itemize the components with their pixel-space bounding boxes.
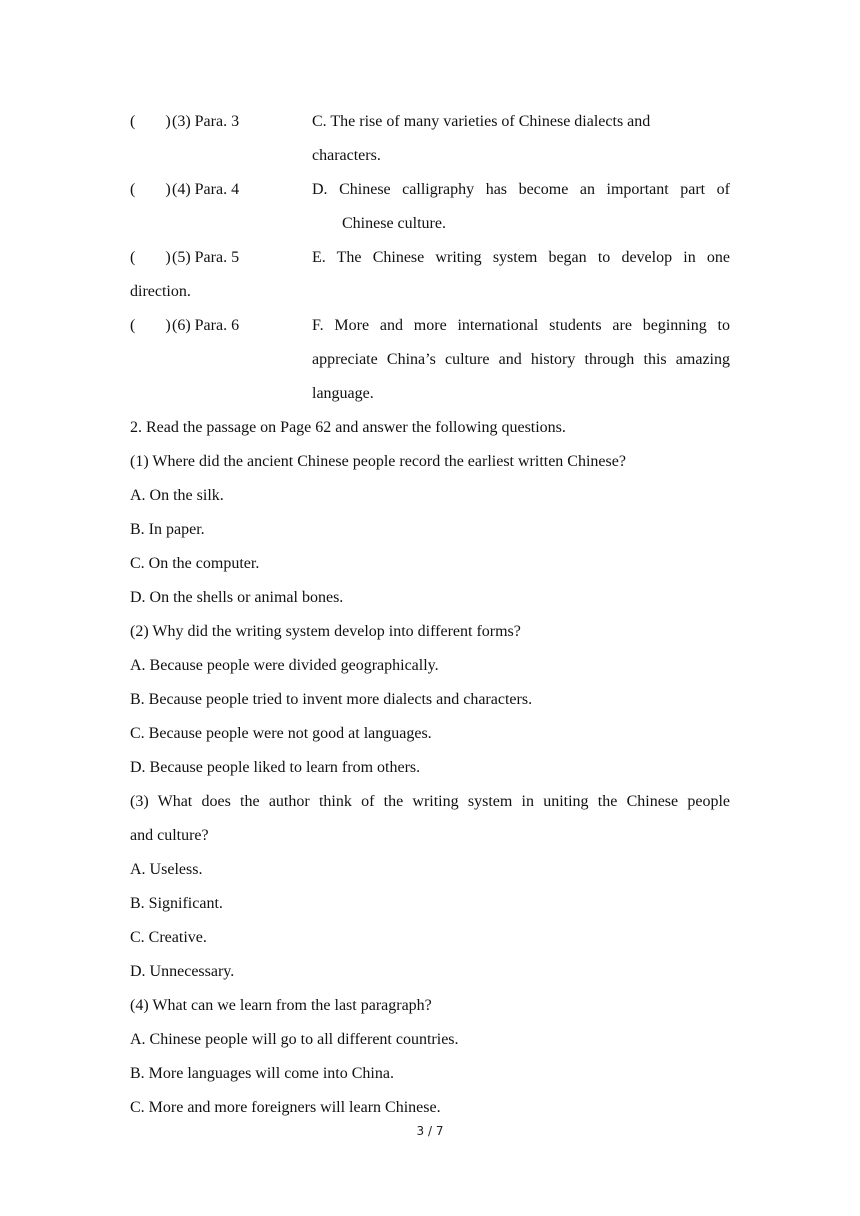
answer-blank: ( )	[130, 113, 171, 130]
option-line: C. The rise of many varieties of Chinese dialects and	[312, 113, 651, 130]
answer-option: A. Chinese people will go to all different countries.	[130, 1031, 459, 1048]
para-label: (4) Para. 4	[172, 181, 240, 198]
matching-left	[130, 173, 312, 207]
option-line-continued: direction.	[130, 283, 191, 300]
matching-item	[130, 105, 730, 173]
answer-option: A. On the silk.	[130, 487, 224, 504]
option-line: characters.	[312, 147, 381, 164]
question-stem: (4) What can we learn from the last paragraph?	[130, 997, 432, 1014]
para-label: (5) Para. 5	[172, 249, 240, 266]
answer-option: A. Because people were divided geographically.	[130, 657, 439, 674]
page-number: 3 / 7	[416, 1124, 444, 1138]
section-heading: 2. Read the passage on Page 62 and answer the following questions.	[130, 419, 566, 436]
matching-item	[130, 241, 730, 275]
answer-option: B. In paper.	[130, 521, 205, 538]
matching-item	[130, 173, 730, 241]
answer-option: B. More languages will come into China.	[130, 1065, 394, 1082]
matching-option	[312, 105, 730, 173]
para-label: (3) Para. 3	[172, 113, 240, 130]
answer-option: D. Because people liked to learn from others.	[130, 759, 421, 776]
answer-blank: ( )	[130, 317, 171, 334]
question-stem-continued: and culture?	[130, 827, 209, 844]
answer-option: C. Creative.	[130, 929, 207, 946]
matching-left	[130, 105, 312, 139]
answer-blank: ( )	[130, 249, 171, 266]
answer-option: D. Unnecessary.	[130, 963, 235, 980]
question-stem: (2) Why did the writing system develop into different forms?	[130, 623, 521, 640]
option-line: F. More and more international students are beginning to	[312, 317, 730, 334]
matching-option	[312, 309, 730, 411]
option-line: Chinese culture.	[342, 215, 446, 232]
answer-option: C. On the computer.	[130, 555, 260, 572]
answer-blank: ( )	[130, 181, 171, 198]
page-content	[130, 105, 730, 1125]
answer-option: D. On the shells or animal bones.	[130, 589, 344, 606]
answer-option: A. Useless.	[130, 861, 203, 878]
question-stem: (1) Where did the ancient Chinese people record the earliest written Chinese?	[130, 453, 626, 470]
para-label: (6) Para. 6	[172, 317, 240, 334]
option-line: appreciate China’s culture and history through this amazing	[312, 351, 730, 368]
option-line: D. Chinese calligraphy has become an important part of	[312, 181, 730, 198]
matching-option	[312, 173, 730, 241]
matching-left	[130, 241, 312, 275]
option-line: language.	[312, 385, 374, 402]
matching-item	[130, 309, 730, 411]
answer-option: C. More and more foreigners will learn Chinese.	[130, 1099, 441, 1116]
question-stem: (3) What does the author think of the writing system in uniting the Chinese people	[130, 793, 730, 810]
option-line: E. The Chinese writing system began to develop in one	[312, 249, 730, 266]
answer-option: C. Because people were not good at languages.	[130, 725, 432, 742]
answer-option: B. Because people tried to invent more dialects and characters.	[130, 691, 533, 708]
matching-option	[312, 241, 730, 275]
answer-option: B. Significant.	[130, 895, 223, 912]
matching-left	[130, 309, 312, 343]
